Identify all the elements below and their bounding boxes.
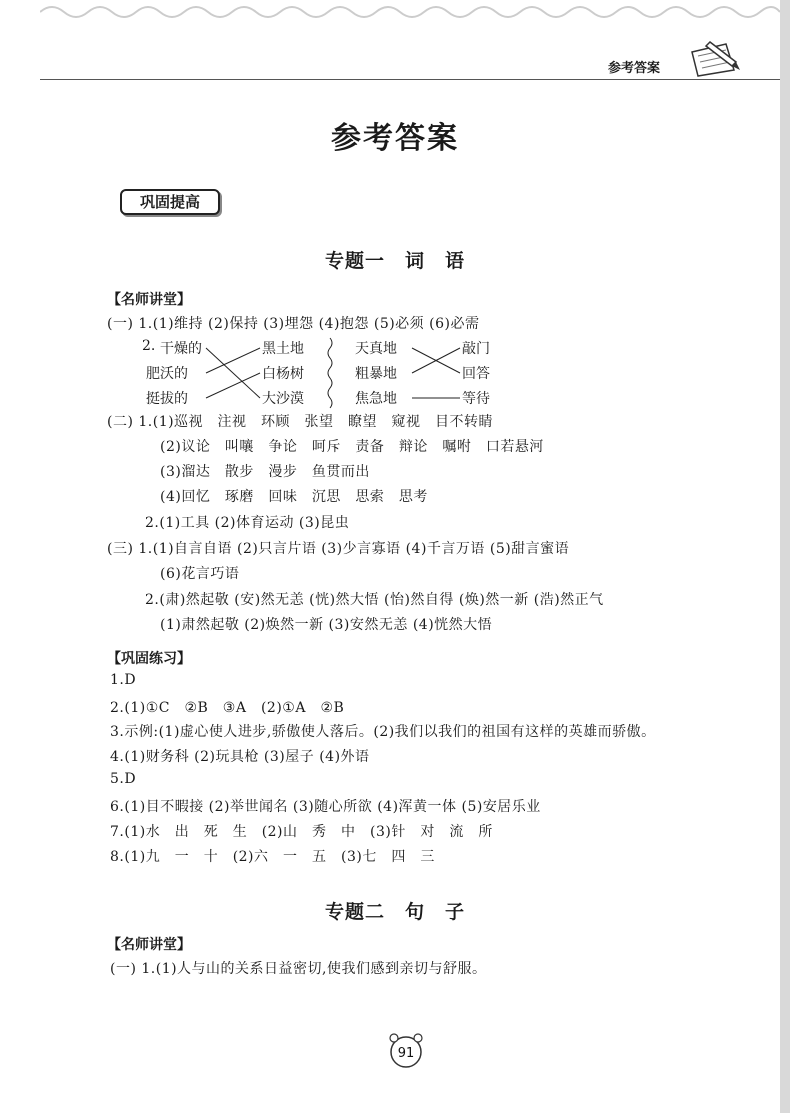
match-left-2: 天真地 — [355, 341, 397, 357]
answer-line: (4)回忆 琢磨 回味 沉思 思索 思考 — [160, 489, 428, 505]
match-prefix: 2. — [142, 338, 156, 354]
match-right-1: 黑土地 — [262, 341, 304, 357]
match-right-2: 回答 — [462, 366, 490, 382]
answer-line: 1.D — [110, 672, 137, 688]
answer-line: (3)溜达 散步 漫步 鱼贯而出 — [160, 464, 370, 480]
answer-line: 2.(肃)然起敬 (安)然无恙 (恍)然大悟 (怡)然自得 (焕)然一新 (浩)然正气 — [145, 592, 604, 608]
answer-line: 2.(1)工具 (2)体育运动 (3)昆虫 — [145, 515, 350, 531]
answer-line: 2.(1)①C ②B ③A (2)①A ②B — [110, 700, 345, 716]
match-left-1: 干燥的 — [160, 341, 202, 357]
page-title: 参考答案 — [331, 121, 459, 156]
answer-line: (二) 1.(1)巡视 注视 环顾 张望 瞭望 窥视 目不转睛 — [107, 414, 494, 430]
answer-line: (1)肃然起敬 (2)焕然一新 (3)安然无恙 (4)恍然大悟 — [160, 617, 493, 633]
match-right-2: 等待 — [462, 391, 490, 407]
match-right-1: 大沙漠 — [262, 391, 304, 407]
answer-line: 7.(1)水 出 死 生 (2)山 秀 中 (3)针 对 流 所 — [110, 824, 493, 840]
answer-line: (6)花言巧语 — [160, 566, 240, 582]
answer-line: (一) 1.(1)维持 (2)保持 (3)埋怨 (4)抱怨 (5)必须 (6)必需 — [107, 316, 480, 332]
section-badge: 巩固提高 — [120, 189, 220, 215]
subheading-lecture: 【名师讲堂】 — [107, 292, 191, 308]
match-right-2: 敲门 — [462, 341, 490, 357]
match-left-2: 粗暴地 — [355, 366, 397, 382]
answer-line: (一) 1.(1)人与山的关系日益密切,使我们感到亲切与舒服。 — [110, 961, 487, 977]
subheading-practice: 【巩固练习】 — [107, 651, 191, 667]
match-left-1: 挺拔的 — [146, 391, 188, 407]
match-right-1: 白杨树 — [262, 366, 304, 382]
subheading-lecture-2: 【名师讲堂】 — [107, 937, 191, 953]
match-left-2: 焦急地 — [355, 391, 397, 407]
answer-line: 3.示例:(1)虚心使人进步,骄傲使人落后。(2)我们以我们的祖国有这样的英雄而骄傲。 — [110, 724, 656, 740]
answer-line: 8.(1)九 一 十 (2)六 一 五 (3)七 四 三 — [110, 849, 435, 865]
header-label: 参考答案 — [608, 61, 661, 76]
answer-line: 5.D — [110, 771, 137, 787]
answer-line: 4.(1)财务科 (2)玩具枪 (3)屋子 (4)外语 — [110, 749, 370, 765]
section-title-2: 专题二 句 子 — [324, 901, 465, 923]
match-left-1: 肥沃的 — [146, 366, 188, 382]
answer-line: (三) 1.(1)自言自语 (2)只言片语 (3)少言寡语 (4)千言万语 (5)甜言蜜语 — [107, 541, 570, 557]
alarm-clock-icon — [381, 1030, 431, 1070]
matching-lines — [0, 0, 790, 420]
answer-line: 6.(1)目不暇接 (2)举世闻名 (3)随心所欲 (4)浑黄一体 (5)安居乐业 — [110, 799, 541, 815]
page-number: 91 — [397, 1046, 415, 1061]
section-title-1: 专题一 词 语 — [324, 250, 465, 272]
answer-line: (2)议论 叫嚷 争论 呵斥 责备 辩论 嘱咐 口若悬河 — [160, 439, 544, 455]
